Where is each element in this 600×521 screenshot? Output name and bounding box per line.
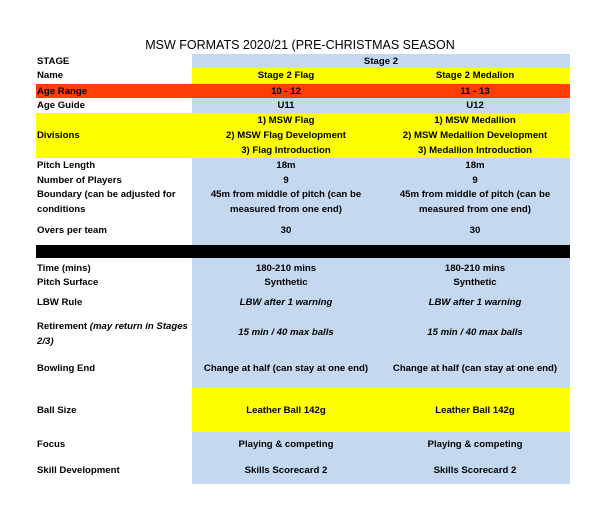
bowling-end-medallion: Change at half (can stay at one end) [380,349,570,388]
pitch-surface-row [36,275,570,290]
ball-size-row [36,388,570,432]
age-guide-medallion: U12 [380,98,570,113]
pitch-length-label: Pitch Length [37,160,96,171]
boundary-medallion [380,187,570,218]
division-item: 3) Flag Introduction [241,145,331,156]
age-range-label: Age Range [37,86,88,97]
skill-development-medallion: Skills Scorecard 2 [380,456,570,484]
column-header-medallion: Stage 2 Medalion [380,68,570,84]
focus-row [36,432,570,456]
divisions-flag-list [192,113,380,158]
page-title: MSW FORMATS 2020/21 (PRE-CHRISTMAS SEASON [145,38,455,52]
time-medallion: 180-210 mins [380,261,570,275]
pitch-surface-label: Pitch Surface [37,277,99,288]
overs-row [36,218,570,242]
overs-flag: 30 [192,218,380,242]
ball-size-label: Ball Size [37,404,77,416]
boundary-row [36,187,570,218]
pitch-length-row [36,158,570,173]
skill-development-flag: Skills Scorecard 2 [192,456,380,484]
boundary-flag [192,187,380,218]
section-divider [36,245,570,258]
retirement-medallion: 15 min / 40 max balls [380,315,570,349]
boundary-value-line: 45m from middle of pitch (can be [210,189,362,200]
time-label: Time (mins) [37,263,91,274]
age-range-row [36,84,570,98]
divisions-medallion-list [380,113,570,158]
retirement-label [36,315,192,349]
pitch-surface-flag: Synthetic [192,275,380,290]
age-range-medallion: 11 - 13 [460,86,490,97]
stage-row [36,54,570,68]
stage-label: STAGE [37,56,70,67]
pitch-length-medallion: 18m [380,158,570,173]
retirement-label-main: Retirement [37,321,90,332]
boundary-label-line: Boundary (can be adjusted for [37,189,176,200]
age-guide-flag: U11 [192,98,380,113]
age-guide-label: Age Guide [37,100,85,111]
divisions-row [36,113,570,158]
boundary-value-line: 45m from middle of pitch (can be [399,189,551,200]
ball-size-flag: Leather Ball 142g [192,388,380,432]
name-label: Name [37,70,64,81]
boundary-label-line: conditions [37,204,86,215]
retirement-label-note: (may return in Stages [89,321,188,332]
age-range-flag: 10 - 12 [271,86,301,97]
bowling-end-flag: Change at half (can stay at one end) [192,349,380,388]
ball-size-medallion: Leather Ball 142g [380,388,570,432]
players-row [36,173,570,187]
time-row [36,261,570,275]
time-flag: 180-210 mins [192,261,380,275]
boundary-value-line: measured from one end) [419,204,531,215]
stage-value: Stage 2 [192,54,570,68]
division-item: 1) MSW Flag [257,115,315,126]
overs-medallion: 30 [380,218,570,242]
pitch-surface-medallion: Synthetic [380,275,570,290]
division-item: 2) MSW Flag Development [226,130,346,141]
division-item: 3) Medallion Introduction [417,145,533,156]
overs-label: Overs per team [37,224,107,236]
skill-development-label: Skill Development [37,464,120,476]
lbw-medallion: LBW after 1 warning [380,290,570,315]
pitch-length-flag: 18m [192,158,380,173]
column-header-flag: Stage 2 Flag [192,68,380,84]
name-row [36,68,570,84]
retirement-label-note-line2: 2/3) [37,336,54,347]
division-item: 1) MSW Medallion [434,115,516,126]
lbw-row [36,290,570,315]
bowling-end-row [36,349,570,388]
focus-flag: Playing & competing [192,432,380,456]
retirement-row [36,315,570,349]
boundary-value-line: measured from one end) [230,204,342,215]
players-medallion: 9 [380,173,570,187]
boundary-label [36,187,192,218]
focus-label: Focus [37,438,66,450]
skill-development-row [36,456,570,484]
focus-medallion: Playing & competing [380,432,570,456]
division-item: 2) MSW Medallion Development [402,130,548,141]
bowling-end-label: Bowling End [37,363,96,374]
lbw-label: LBW Rule [37,297,83,308]
players-flag: 9 [192,173,380,187]
retirement-flag: 15 min / 40 max balls [192,315,380,349]
lbw-flag: LBW after 1 warning [192,290,380,315]
players-label: Number of Players [37,175,122,186]
divisions-label: Divisions [37,130,80,141]
age-guide-row [36,98,570,113]
